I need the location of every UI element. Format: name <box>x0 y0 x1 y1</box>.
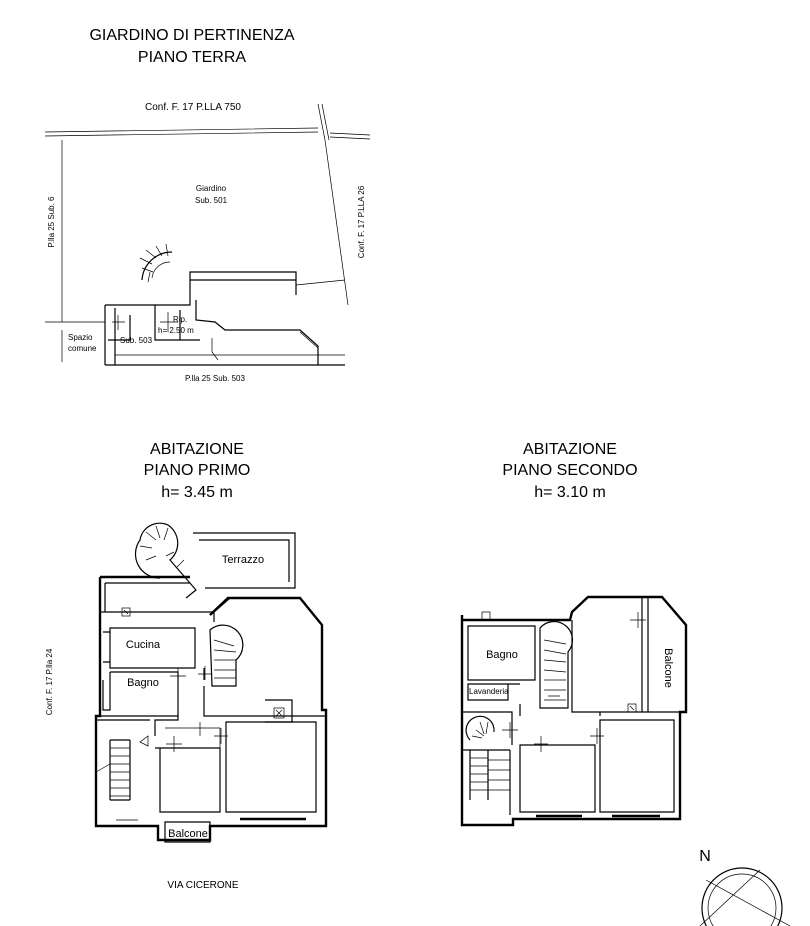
second-floor-crosshairs <box>502 612 646 752</box>
sub503-label: Sub. 503 <box>120 336 153 345</box>
first-floor-plan <box>45 441 326 842</box>
garden-conf-bottom: P.lla 25 Sub. 503 <box>185 374 245 383</box>
north-compass <box>699 848 790 926</box>
garden-building-outline <box>105 272 345 365</box>
first-floor-title: ABITAZIONE <box>150 441 244 458</box>
garden-title: GIARDINO DI PERTINENZA <box>89 27 295 44</box>
balcone-first-label: Balcone <box>168 828 208 840</box>
second-floor-plan <box>462 441 686 825</box>
first-floor-spiral-stair <box>135 523 196 598</box>
terrazzo-label: Terrazzo <box>221 554 265 566</box>
second-floor-height: h= 3.10 m <box>534 484 606 501</box>
balcone-second-label: Balcone <box>662 648 674 688</box>
second-floor-subtitle: PIANO SECONDO <box>502 462 638 479</box>
garden-top-boundary <box>45 128 370 139</box>
garden-right-closure <box>296 280 345 285</box>
garden-spiral-stair <box>140 244 172 282</box>
rip-height: h= 2.50 m <box>158 326 194 335</box>
first-floor-crosshairs <box>166 666 228 752</box>
bagno-first-label: Bagno <box>127 677 159 689</box>
comune-label: comune <box>68 344 97 353</box>
garden-sub-label: Sub. 501 <box>194 196 228 205</box>
second-floor-title: ABITAZIONE <box>523 441 617 458</box>
first-floor-stair <box>96 736 148 826</box>
first-floor-height: h= 3.45 m <box>161 484 233 501</box>
spazio-label: Spazio <box>68 333 93 342</box>
garden-right-boundary <box>318 104 348 305</box>
garden-conf-top: Conf. F. 17 P.LLA 750 <box>144 102 242 113</box>
garden-left-boundary <box>45 140 105 362</box>
cucina-label: Cucina <box>125 639 161 651</box>
rip-label: Rip. <box>173 315 188 324</box>
garden-conf-left: P.lla 25 Sub. 6 <box>47 196 56 248</box>
first-floor-walls <box>96 577 326 840</box>
second-floor-stairs <box>462 716 510 815</box>
first-floor-conf-left: Conf. F. 17 P.lla 24 <box>45 648 54 716</box>
bagno-second-label: Bagno <box>486 649 518 661</box>
north-label: N <box>699 848 711 865</box>
garden-subtitle: PIANO TERRA <box>137 49 247 66</box>
garden-plan <box>45 27 370 383</box>
garden-label: Giardino <box>195 184 227 193</box>
lavanderia-label: Lavanderia <box>469 687 509 696</box>
second-floor-walls <box>462 597 686 825</box>
street-label: VIA CICERONE <box>167 880 239 891</box>
first-floor-subtitle: PIANO PRIMO <box>143 462 251 479</box>
garden-conf-right: Conf. F. 17 P.LLA 26 <box>357 185 366 259</box>
